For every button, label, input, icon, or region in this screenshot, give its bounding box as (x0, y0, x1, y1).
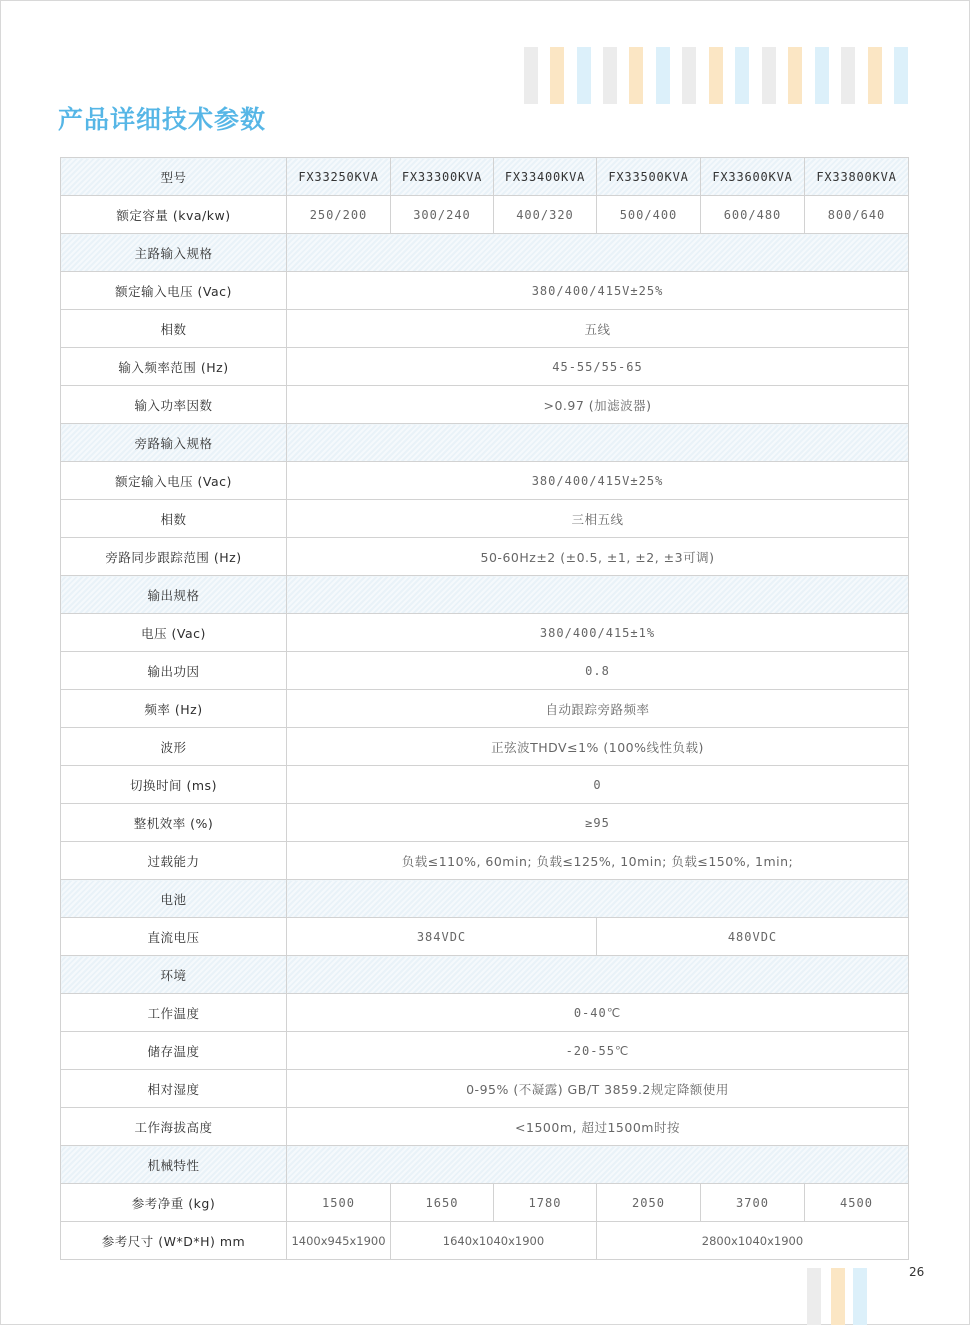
row-label: 频率 (Hz) (61, 690, 287, 728)
row-value: 380/400/415±1% (287, 614, 909, 652)
table-row (61, 1222, 909, 1260)
row-label: 过载能力 (61, 842, 287, 880)
capacity-cell: 400/320 (494, 196, 597, 234)
table-row (61, 538, 909, 576)
capacity-cell: 500/400 (597, 196, 701, 234)
section-row (61, 424, 909, 462)
table-row (61, 804, 909, 842)
table-row (61, 614, 909, 652)
model-cell: FX33800KVA (805, 158, 909, 196)
section-row (61, 234, 909, 272)
row-value: 负载≤110%, 60min; 负载≤125%, 10min; 负载≤150%, 1min; (287, 842, 909, 880)
row-label: 旁路同步跟踪范围 (Hz) (61, 538, 287, 576)
capacity-cell: 250/200 (287, 196, 391, 234)
table-row (61, 842, 909, 880)
section-label: 旁路输入规格 (61, 424, 287, 462)
row-value: 五线 (287, 310, 909, 348)
spec-table (60, 157, 909, 1260)
weight-cell: 3700 (701, 1184, 805, 1222)
row-value: 50-60Hz±2 (±0.5, ±1, ±2, ±3可调) (287, 538, 909, 576)
row-value: 380/400/415V±25% (287, 272, 909, 310)
section-row (61, 956, 909, 994)
section-fill (287, 234, 909, 272)
row-value: -20-55℃ (287, 1032, 909, 1070)
section-fill (287, 424, 909, 462)
section-label: 机械特性 (61, 1146, 287, 1184)
weight-cell: 1500 (287, 1184, 391, 1222)
decorative-stripes-top (524, 47, 914, 104)
row-label: 切换时间 (ms) (61, 766, 287, 804)
row-label: 额定输入电压 (Vac) (61, 272, 287, 310)
table-row (61, 766, 909, 804)
weight-cell: 2050 (597, 1184, 701, 1222)
row-label: 相数 (61, 310, 287, 348)
section-label: 主路输入规格 (61, 234, 287, 272)
row-label: 输入频率范围 (Hz) (61, 348, 287, 386)
row-value: 0-95% (不凝露) GB/T 3859.2规定降额使用 (287, 1070, 909, 1108)
section-label: 电池 (61, 880, 287, 918)
model-cell: FX33600KVA (701, 158, 805, 196)
model-cell: FX33300KVA (391, 158, 494, 196)
row-label: 直流电压 (61, 918, 287, 956)
table-row (61, 1032, 909, 1070)
table-row (61, 1108, 909, 1146)
table-row (61, 1070, 909, 1108)
section-row (61, 1146, 909, 1184)
table-row (61, 462, 909, 500)
row-value: 0.8 (287, 652, 909, 690)
row-value: 自动跟踪旁路频率 (287, 690, 909, 728)
section-fill (287, 956, 909, 994)
table-row (61, 348, 909, 386)
row-label: 输入功率因数 (61, 386, 287, 424)
model-label: 型号 (61, 158, 287, 196)
dimensions-cell: 1640x1040x1900 (391, 1222, 597, 1260)
section-fill (287, 576, 909, 614)
row-label: 相对湿度 (61, 1070, 287, 1108)
capacity-cell: 600/480 (701, 196, 805, 234)
dc-voltage-cell: 480VDC (597, 918, 909, 956)
capacity-cell: 300/240 (391, 196, 494, 234)
section-fill (287, 1146, 909, 1184)
capacity-cell: 800/640 (805, 196, 909, 234)
row-value: 380/400/415V±25% (287, 462, 909, 500)
row-label: 整机效率 (%) (61, 804, 287, 842)
row-value: <1500m, 超过1500m时按 (287, 1108, 909, 1146)
table-row (61, 1184, 909, 1222)
row-label: 波形 (61, 728, 287, 766)
row-label: 输出功因 (61, 652, 287, 690)
dimensions-cell: 1400x945x1900 (287, 1222, 391, 1260)
model-cell: FX33250KVA (287, 158, 391, 196)
table-row (61, 690, 909, 728)
row-value: 0-40℃ (287, 994, 909, 1032)
table-row (61, 272, 909, 310)
row-label: 参考净重 (kg) (61, 1184, 287, 1222)
table-row (61, 728, 909, 766)
table-row (61, 196, 909, 234)
section-fill (287, 880, 909, 918)
section-row (61, 576, 909, 614)
model-cell: FX33500KVA (597, 158, 701, 196)
row-label: 工作温度 (61, 994, 287, 1032)
weight-cell: 4500 (805, 1184, 909, 1222)
row-value: >0.97 (加滤波器) (287, 386, 909, 424)
table-row (61, 310, 909, 348)
row-value: 正弦波THDV≤1% (100%线性负载) (287, 728, 909, 766)
row-value: 0 (287, 766, 909, 804)
row-label: 工作海拔高度 (61, 1108, 287, 1146)
model-cell: FX33400KVA (494, 158, 597, 196)
row-label: 额定容量 (kva/kw) (61, 196, 287, 234)
row-value: 45-55/55-65 (287, 348, 909, 386)
table-row (61, 652, 909, 690)
table-row (61, 500, 909, 538)
weight-cell: 1650 (391, 1184, 494, 1222)
table-row (61, 918, 909, 956)
section-row (61, 880, 909, 918)
page-number: 26 (909, 1265, 925, 1279)
row-label: 电压 (Vac) (61, 614, 287, 652)
row-value: 三相五线 (287, 500, 909, 538)
table-header-row (61, 158, 909, 196)
table-row (61, 386, 909, 424)
table-row (61, 994, 909, 1032)
row-label: 额定输入电压 (Vac) (61, 462, 287, 500)
section-label: 输出规格 (61, 576, 287, 614)
page-title: 产品详细技术参数 (58, 105, 267, 134)
row-label: 参考尺寸 (W*D*H) mm (61, 1222, 287, 1260)
row-label: 相数 (61, 500, 287, 538)
row-value: ≥95 (287, 804, 909, 842)
dimensions-cell: 2800x1040x1900 (597, 1222, 909, 1260)
section-label: 环境 (61, 956, 287, 994)
decorative-stripes-bottom (807, 1268, 877, 1325)
weight-cell: 1780 (494, 1184, 597, 1222)
dc-voltage-cell: 384VDC (287, 918, 597, 956)
row-label: 储存温度 (61, 1032, 287, 1070)
